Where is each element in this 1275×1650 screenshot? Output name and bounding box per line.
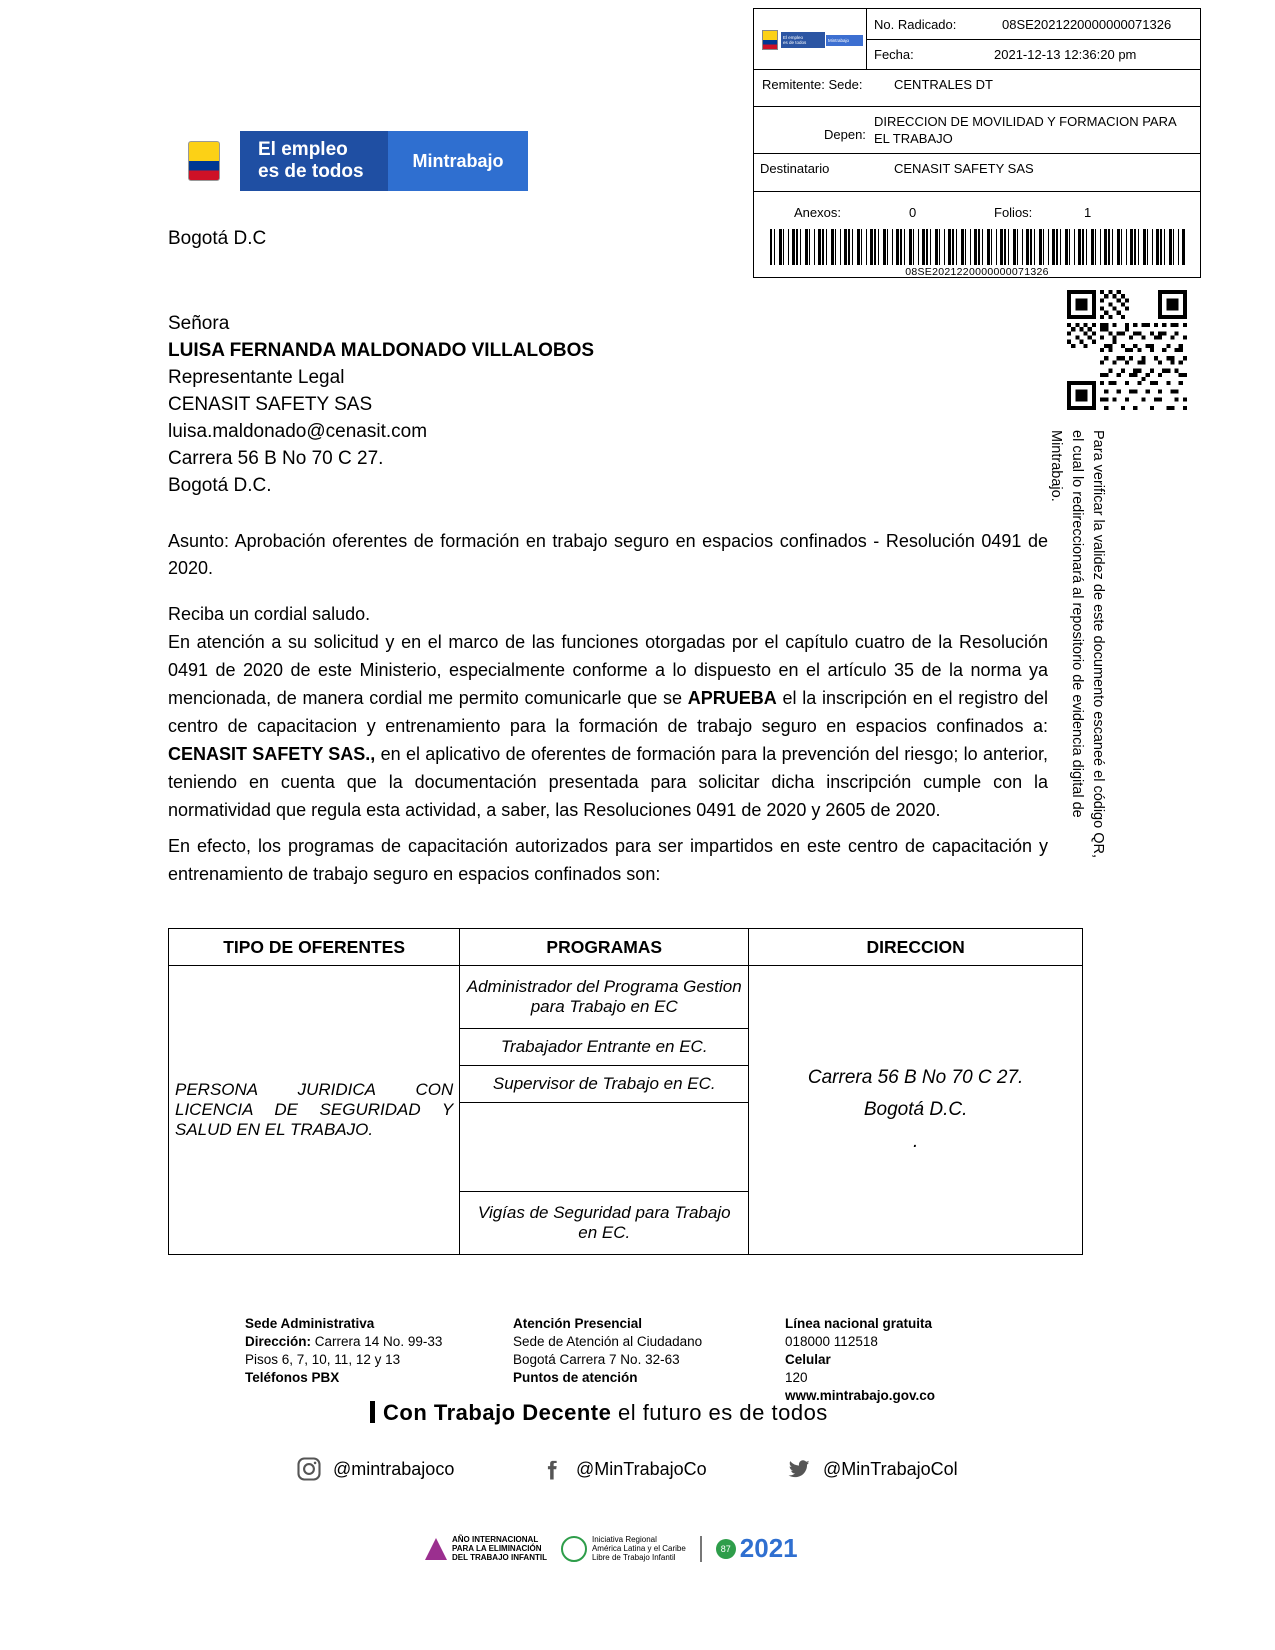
programs-table	[168, 928, 1083, 1255]
letter-city: Bogotá D.C	[168, 228, 267, 249]
letter-greeting: Reciba un cordial saludo.	[168, 604, 371, 624]
cell-programa-3: Supervisor de Trabajo en EC.	[460, 1066, 749, 1103]
stamp-logo-tagline	[781, 32, 825, 48]
recipient-name: LUISA FERNANDA MALDONADO VILLALOBOS	[168, 340, 595, 361]
p1-company-name: CENASIT SAFETY SAS.,	[168, 744, 376, 764]
header-direccion: DIRECCION	[749, 929, 1083, 966]
stamp-divider-3	[754, 106, 1200, 107]
badge2-text	[592, 1535, 686, 1562]
campaign-year: 2021	[739, 1533, 798, 1563]
label-remitente: Remitente: Sede:	[762, 77, 863, 92]
badge2-line2: América Latina y el Caribe	[591, 1544, 686, 1553]
label-destinatario: Destinatario	[760, 161, 830, 176]
table-row	[169, 966, 1083, 1029]
facebook-icon	[538, 1455, 566, 1483]
cell-tipo-oferentes: PERSONA JURIDICA CON LICENCIA DE SEGURIDAD Y SALUD EN EL TRABAJO.	[169, 966, 460, 1255]
cell-programa-2: Trabajador Entrante en EC.	[460, 1029, 749, 1066]
globe-icon	[561, 1536, 587, 1562]
label-fecha: Fecha:	[874, 47, 914, 62]
footer-column-atencion	[513, 1315, 743, 1387]
p1-part-e: en el aplicativo de oferentes de formación para la prevención del riesgo; lo anterior, teniendo en cuenta que la documentación presentada para solicitar dicha inscripción cumple con la normatividad que regula esta actividad, a saber, las Resoluciones 0491 de 2020 y 2605 de 2020.	[168, 744, 1048, 820]
value-dependencia: DIRECCION DE MOVILIDAD Y FORMACION PARA EL TRABAJO	[874, 114, 1176, 146]
slogan-bar-icon	[370, 1401, 375, 1423]
footer-divider	[700, 1536, 702, 1562]
campaign-badge-2	[561, 1535, 686, 1562]
footer-col2-title: Atención Presencial	[513, 1316, 643, 1331]
barcode-text: 08SE2021220000000071326	[905, 266, 1049, 278]
value-folios: 1	[1084, 205, 1092, 220]
footer-col1-line3: Teléfonos PBX	[245, 1370, 340, 1385]
recipient-company: CENASIT SAFETY SAS	[168, 394, 373, 415]
footer-col3-line2: Celular	[785, 1352, 831, 1367]
cell-programa-1: Administrador del Programa Gestion para Trabajo en EC	[460, 966, 749, 1029]
radicado-stamp	[753, 8, 1201, 278]
mintrabajo-header-logo	[168, 131, 528, 191]
badge2-line1: Iniciativa Regional	[591, 1535, 657, 1544]
instagram-handle: @mintrabajoco	[333, 1458, 455, 1479]
stamp-divider-2	[754, 69, 1200, 70]
footer-col2-line1: Sede de Atención al Ciudadano	[513, 1334, 703, 1349]
stamp-divider-5	[754, 191, 1200, 192]
badge1-text	[452, 1535, 547, 1562]
logo-tagline-line2: es de todos	[258, 161, 364, 182]
footer-col2-line2: Bogotá Carrera 7 No. 32-63	[513, 1352, 680, 1367]
badge1-line2: PARA LA ELIMINACIÓN	[452, 1544, 542, 1553]
footer-column-sede	[245, 1315, 475, 1387]
stamp-logo-line2: es de todos	[783, 40, 807, 45]
letter-paragraph-2: En efecto, los programas de capacitación autorizados para ser impartidos en este centro de capacitación y entrenamiento de trabajo seguro en espacios confinados son:	[168, 836, 1048, 884]
header-tipo-oferentes: TIPO DE OFERENTES	[169, 929, 460, 966]
footer-col1-line2: Pisos 6, 7, 10, 11, 12 y 13	[245, 1352, 401, 1367]
footer-col2-line3: Puntos de atención	[513, 1370, 638, 1385]
stamp-mintrabajo-logo	[762, 23, 867, 57]
logo-tagline	[240, 131, 388, 191]
stamp-logo-brand: Mintrabajo	[826, 35, 863, 46]
twitter-handle: @MinTrabajoCol	[823, 1458, 958, 1479]
social-instagram[interactable]	[295, 1455, 454, 1483]
year-badge-number: 87	[716, 1539, 736, 1559]
value-fecha: 2021-12-13 12:36:20 pm	[994, 47, 1137, 62]
label-dependencia: Depen:	[824, 127, 866, 142]
footer-col3-line3: 120	[785, 1370, 808, 1385]
footer-col3-title: Línea nacional gratuita	[785, 1316, 933, 1331]
colombia-shield-icon	[762, 30, 778, 50]
social-twitter[interactable]	[785, 1455, 958, 1483]
salutation: Señora	[168, 313, 230, 334]
logo-brand-name: Mintrabajo	[388, 131, 528, 191]
slogan-rest: el futuro es de todos	[611, 1400, 828, 1425]
barcode-image	[770, 229, 1186, 265]
stamp-divider-1	[866, 39, 1200, 40]
label-folios: Folios:	[994, 205, 1033, 220]
table-header-row	[169, 929, 1083, 966]
p1-approved-word: APRUEBA	[687, 688, 777, 708]
recipient-role: Representante Legal	[168, 367, 345, 388]
stamp-logo-line1: El empleo	[783, 35, 804, 40]
triangle-icon	[425, 1538, 447, 1560]
badge1-line3: DEL TRABAJO INFANTIL	[452, 1553, 547, 1562]
recipient-address: Carrera 56 B No 70 C 27.	[168, 448, 384, 469]
cell-programa-4	[460, 1103, 749, 1192]
recipient-email: luisa.maldonado@cenasit.com	[168, 421, 428, 442]
footer-col3-line1: 018000 112518	[785, 1334, 878, 1349]
footer-col1-value: Carrera 14 No. 99-33	[311, 1334, 443, 1349]
letter-paragraph-1	[168, 628, 1048, 824]
footer-col1-label: Dirección:	[245, 1334, 312, 1349]
qr-code	[1067, 290, 1187, 410]
badge2-line3: Libre de Trabajo Infantil	[591, 1553, 676, 1562]
instagram-icon	[295, 1455, 323, 1483]
value-destinatario: CENASIT SAFETY SAS	[894, 161, 1034, 176]
direccion-line1: Carrera 56 B No 70 C 27.	[807, 1067, 1024, 1088]
header-programas: PROGRAMAS	[460, 929, 749, 966]
logo-shield-container	[168, 131, 240, 191]
year-badge-group	[716, 1533, 798, 1563]
direccion-line3: .	[912, 1131, 919, 1152]
logo-tagline-line1: El empleo	[258, 139, 348, 160]
footer-slogan	[370, 1400, 828, 1426]
p1-part-a: En atención a su solicitud y en el marco de las funciones otorgadas por el capítulo cuatro de la Resolución 0491 de 2020 de este Ministerio, especialmente conforme a lo dispuesto en el artículo 35 de la norma ya mencionada, de manera cordial me permito comunicarle que se	[168, 632, 1048, 708]
label-anexos: Anexos:	[794, 205, 841, 220]
footer-campaign-logos	[425, 1535, 798, 1562]
direccion-line2: Bogotá D.C.	[863, 1099, 968, 1120]
footer-website[interactable]: www.mintrabajo.gov.co	[785, 1388, 936, 1403]
footer-col1-title: Sede Administrativa	[245, 1316, 375, 1331]
social-facebook[interactable]	[538, 1455, 707, 1483]
value-remitente: CENTRALES DT	[894, 77, 993, 92]
label-radicado: No. Radicado:	[874, 17, 957, 32]
qr-verification-note: Para verificar la validez de este documento escaneé el código QR, el cual lo redireccionará al repositorio de evidencia digital de Mintrabajo.	[1048, 430, 1106, 858]
letter-subject: Asunto: Aprobación oferentes de formación en trabajo seguro en espacios confinados - Resolución 0491 de 2020.	[168, 531, 1048, 578]
stamp-divider-4	[754, 153, 1200, 154]
recipient-city: Bogotá D.C.	[168, 475, 272, 496]
facebook-handle: @MinTrabajoCo	[576, 1458, 707, 1479]
value-anexos: 0	[909, 205, 917, 220]
cell-direccion	[749, 966, 1083, 1255]
footer-column-linea	[785, 1315, 1015, 1405]
badge1-line1: AÑO INTERNACIONAL	[452, 1535, 539, 1544]
cell-programa-5: Vigías de Seguridad para Trabajo en EC.	[460, 1192, 749, 1255]
value-radicado: 08SE2021220000000071326	[1002, 17, 1172, 32]
recipient-block	[168, 310, 594, 499]
colombia-coat-of-arms-icon	[188, 141, 220, 181]
slogan-bold: Con Trabajo Decente	[383, 1400, 612, 1425]
p1-part-c: el la inscripción en el registro del centro de capacitacion y entrenamiento para la formación de trabajo seguro en espacios confinados a:	[168, 688, 1048, 736]
twitter-icon	[785, 1455, 813, 1483]
campaign-badge-1	[425, 1535, 547, 1562]
